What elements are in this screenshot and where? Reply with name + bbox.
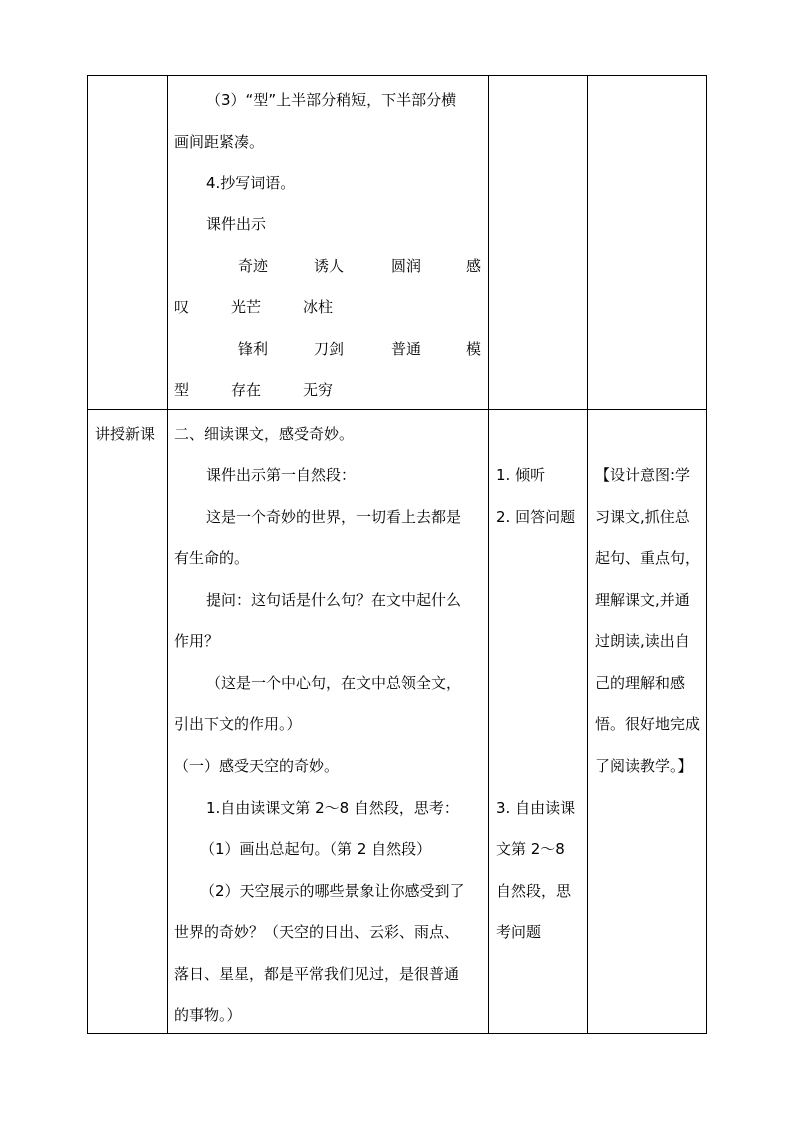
text-line: （这是一个中心句，在文中总领全文， — [206, 674, 462, 692]
text-line: 理解课文,并通 — [595, 591, 690, 609]
word-item: 无穷 — [303, 381, 334, 399]
text-line: 3. 自由读课 — [496, 799, 576, 817]
word-item: 圆润 — [391, 257, 422, 275]
word-item: 光芒 — [231, 298, 262, 316]
text-line: （3）“型”上半部分稍短，下半部分横 — [206, 91, 457, 109]
text-line: 己的理解和感 — [595, 674, 686, 692]
word-item: 叹 — [174, 298, 190, 316]
table-border-right — [706, 75, 707, 1034]
table-border-left — [87, 75, 88, 1034]
text-line: 课件出示 — [206, 215, 267, 233]
column-divider — [587, 75, 588, 1034]
column-divider — [488, 75, 489, 1034]
text-line: 1.自由读课文第 2～8 自然段，思考： — [206, 799, 459, 817]
word-item: 感 — [466, 257, 482, 275]
text-line: 落日、星星，都是平常我们见过，是很普通 — [174, 965, 460, 983]
text-line: 2. 回答问题 — [496, 508, 576, 526]
column-divider — [167, 75, 168, 1034]
text-line: 画间距紧凑。 — [174, 133, 265, 151]
text-line: 4.抄写词语。 — [206, 174, 296, 192]
word-item: 冰柱 — [303, 298, 334, 316]
text-line: 引出下文的作用。） — [174, 715, 302, 733]
row-divider — [87, 409, 707, 410]
text-line: 有生命的。 — [174, 549, 250, 567]
text-line: 考问题 — [496, 923, 542, 941]
section-label: 讲授新课 — [95, 425, 156, 443]
text-line: 过朗读,读出自 — [595, 632, 690, 650]
text-line: 1. 倾听 — [496, 466, 546, 484]
text-line: 文第 2～8 — [496, 840, 565, 858]
word-item: 诱人 — [314, 257, 345, 275]
text-line: 【设计意图:学 — [595, 466, 691, 484]
text-line: 的事物。） — [174, 1006, 242, 1024]
text-line: 起句、重点句， — [595, 549, 701, 567]
word-item: 普通 — [391, 340, 422, 358]
table-border-top — [87, 75, 707, 76]
text-line: 二、细读课文，感受奇妙。 — [174, 425, 355, 443]
text-line: 世界的奇妙？（天空的日出、云彩、雨点、 — [174, 923, 460, 941]
word-item: 模 — [466, 340, 482, 358]
text-line: （2）天空展示的哪些景象让你感受到了 — [200, 882, 465, 900]
text-line: 课件出示第一自然段： — [206, 466, 357, 484]
word-item: 刀剑 — [314, 340, 345, 358]
text-line: 悟。很好地完成 — [595, 715, 701, 733]
text-line: （1）画出总起句。（第 2 自然段） — [200, 840, 432, 858]
word-item: 奇迹 — [238, 257, 269, 275]
text-line: 了阅读教学。】 — [595, 757, 693, 775]
word-item: 存在 — [231, 381, 262, 399]
word-item: 锋利 — [238, 340, 269, 358]
word-item: 型 — [174, 381, 190, 399]
text-line: （一）感受天空的奇妙。 — [174, 757, 340, 775]
text-line: 自然段，思 — [496, 882, 572, 900]
text-line: 作用？ — [174, 632, 220, 650]
text-line: 习课文,抓住总 — [595, 508, 690, 526]
table-border-bottom — [87, 1033, 707, 1034]
text-line: 这是一个奇妙的世界，一切看上去都是 — [206, 508, 462, 526]
text-line: 提问：这句话是什么句？在文中起什么 — [206, 591, 462, 609]
